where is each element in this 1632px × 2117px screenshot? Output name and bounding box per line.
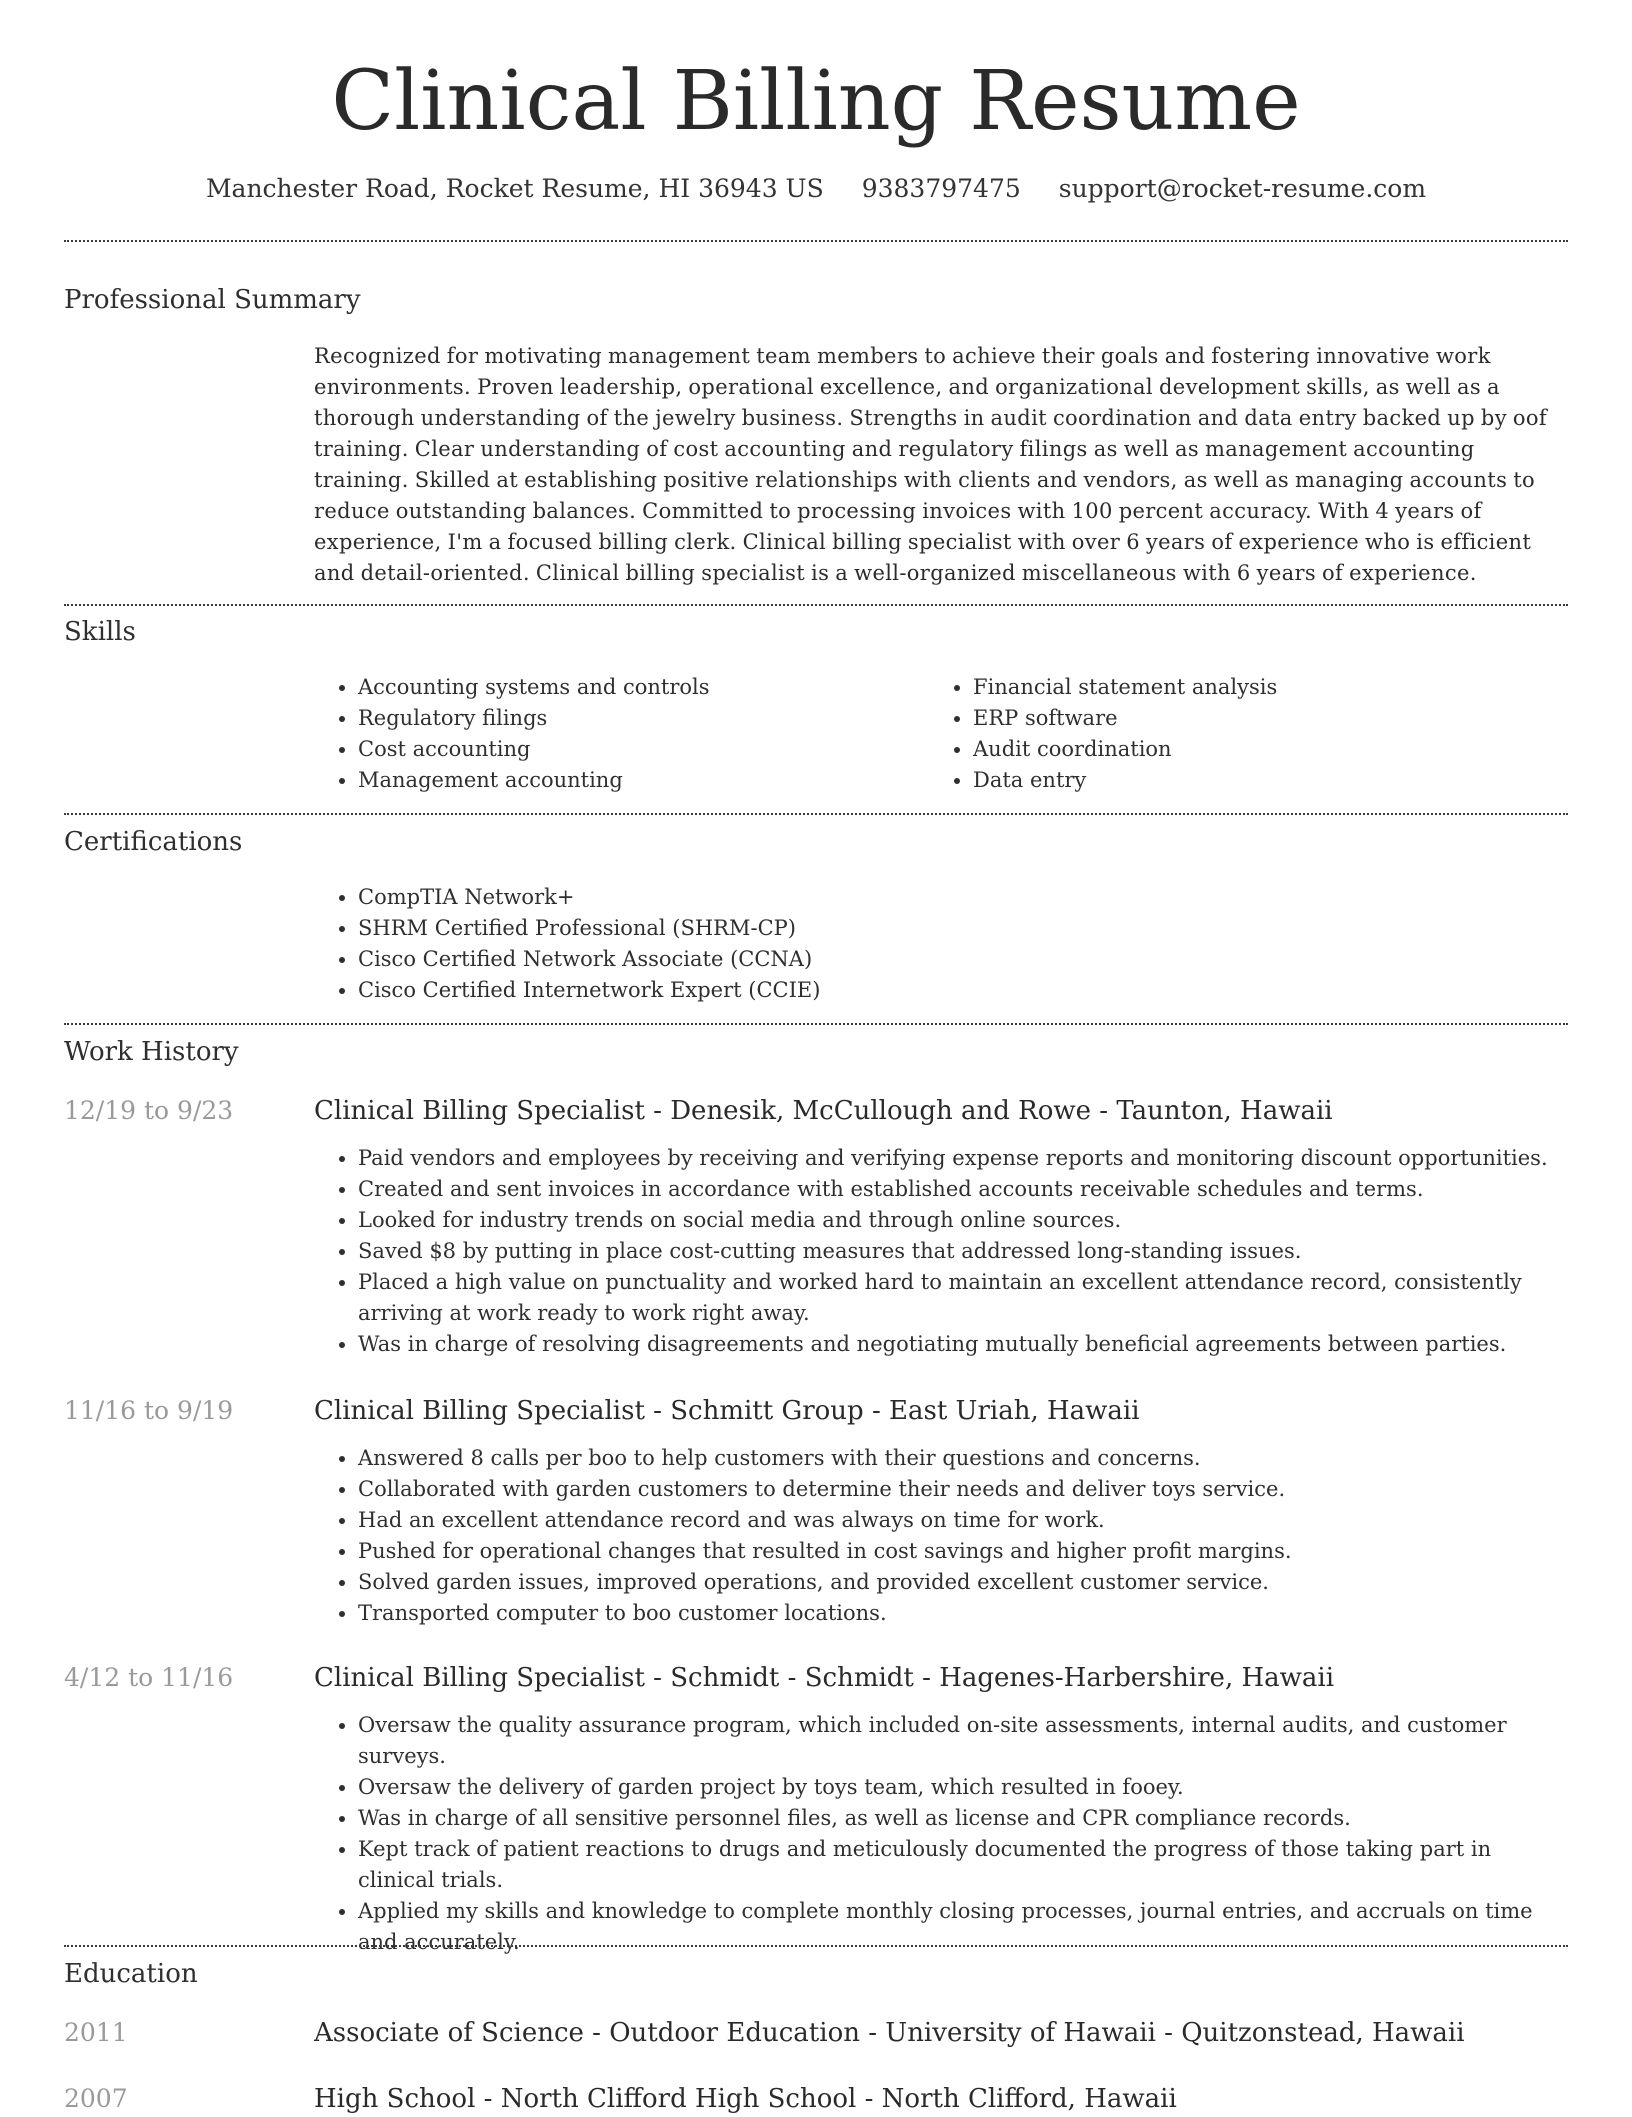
job-bullet: • Kept track of patient reactions to drugs and meticulously documented the progress of those taking part in clinical trials. (358, 1834, 1568, 1896)
job-bullets (314, 1443, 1568, 1629)
contact-phone: 9383797475 (861, 174, 1021, 203)
skill-item: • Cost accounting (358, 734, 874, 765)
job-bullet: • Answered 8 calls per boo to help customers with their questions and concerns. (358, 1443, 1568, 1474)
section-divider (64, 813, 1568, 815)
job-dates: 12/19 to 9/23 (64, 1096, 234, 1125)
education-entry: Associate of Science - Outdoor Education - University of Hawaii - Quitzonstead, Hawaii (314, 2018, 1465, 2048)
skills-list-left (314, 672, 874, 796)
job-title: Clinical Billing Specialist - Schmidt - Schmidt - Hagenes-Harbershire, Hawaii (314, 1663, 1335, 1693)
job-bullet: • Oversaw the delivery of garden project by toys team, which resulted in fooey. (358, 1772, 1568, 1803)
skill-item: • Accounting systems and controls (358, 672, 874, 703)
job-bullet: • Applied my skills and knowledge to complete monthly closing processes, journal entries, and accruals on time and accurately. (358, 1896, 1568, 1958)
job-bullet: • Paid vendors and employees by receiving and verifying expense reports and monitoring discount opportunities. (358, 1143, 1568, 1174)
job-dates: 4/12 to 11/16 (64, 1663, 234, 1692)
certifications-list (314, 882, 1214, 1006)
skill-item: • Management accounting (358, 765, 874, 796)
job-bullet: • Had an excellent attendance record and was always on time for work. (358, 1505, 1568, 1536)
certification-item: • SHRM Certified Professional (SHRM-CP) (358, 913, 1214, 944)
job-bullet: • Was in charge of resolving disagreements and negotiating mutually beneficial agreements between parties. (358, 1329, 1568, 1360)
job-bullets (314, 1710, 1568, 1958)
section-divider (64, 240, 1568, 242)
job-bullet: • Collaborated with garden customers to determine their needs and deliver toys service. (358, 1474, 1568, 1505)
job-bullet: • Placed a high value on punctuality and worked hard to maintain an excellent attendance record, consistently arriving at work ready to work right away. (358, 1267, 1568, 1329)
job-bullet: • Saved $8 by putting in place cost-cutting measures that addressed long-standing issues. (358, 1236, 1568, 1267)
education-year: 2011 (64, 2018, 128, 2047)
contact-address: Manchester Road, Rocket Resume, HI 36943 US (205, 174, 824, 203)
job-bullet: • Pushed for operational changes that resulted in cost savings and higher profit margins. (358, 1536, 1568, 1567)
skill-item: • Regulatory filings (358, 703, 874, 734)
skill-item: • Financial statement analysis (973, 672, 1529, 703)
job-bullet: • Solved garden issues, improved operations, and provided excellent customer service. (358, 1567, 1568, 1598)
certification-item: • Cisco Certified Internetwork Expert (CCIE) (358, 975, 1214, 1006)
skill-item: • Data entry (973, 765, 1529, 796)
job-title: Clinical Billing Specialist - Schmitt Group - East Uriah, Hawaii (314, 1396, 1140, 1426)
skill-item: • ERP software (973, 703, 1529, 734)
contact-line (0, 170, 1632, 208)
job-dates: 11/16 to 9/19 (64, 1396, 234, 1425)
section-divider (64, 1945, 1568, 1947)
section-divider (64, 604, 1568, 606)
section-divider (64, 1023, 1568, 1025)
job-bullets (314, 1143, 1568, 1360)
certification-item: • Cisco Certified Network Associate (CCNA) (358, 944, 1214, 975)
job-bullet: • Oversaw the quality assurance program, which included on-site assessments, internal audits, and customer surveys. (358, 1710, 1568, 1772)
education-heading: Education (64, 1959, 198, 1989)
skills-list-right (929, 672, 1529, 796)
job-title: Clinical Billing Specialist - Denesik, McCullough and Rowe - Taunton, Hawaii (314, 1096, 1333, 1126)
job-bullet: • Looked for industry trends on social media and through online sources. (358, 1205, 1568, 1236)
certifications-heading: Certifications (64, 827, 243, 857)
job-bullet: • Created and sent invoices in accordance with established accounts receivable schedules and terms. (358, 1174, 1568, 1205)
summary-text: Recognized for motivating management team members to achieve their goals and fostering innovative work environments. Proven leadership, operational excellence, and organizational development skills, as well as a thorough understanding of the jewelry business. Strengths in audit coordination and data entry backed up by oof training. Clear understanding of cost accounting and regulatory filings as well as management accounting training. Skilled at establishing positive relationships with clients and vendors, as well as managing accounts to reduce outstanding balances. Committed to processing invoices with 100 percent accuracy. With 4 years of experience, I'm a focused billing clerk. Clinical billing specialist with over 6 years of experience who is efficient and detail-oriented. Clinical billing specialist is a well-organized miscellaneous with 6 years of experience. (314, 344, 1548, 585)
contact-email: support@rocket-resume.com (1058, 174, 1427, 203)
job-bullet: • Transported computer to boo customer locations. (358, 1598, 1568, 1629)
education-entry: High School - North Clifford High School - North Clifford, Hawaii (314, 2084, 1177, 2114)
education-year: 2007 (64, 2084, 128, 2113)
skills-heading: Skills (64, 617, 136, 647)
skill-item: • Audit coordination (973, 734, 1529, 765)
resume-title: Clinical Billing Resume (331, 54, 1301, 149)
certification-item: • CompTIA Network+ (358, 882, 1214, 913)
summary-heading: Professional Summary (64, 285, 361, 315)
work-history-heading: Work History (64, 1037, 239, 1067)
job-bullet: • Was in charge of all sensitive personnel files, as well as license and CPR compliance records. (358, 1803, 1568, 1834)
